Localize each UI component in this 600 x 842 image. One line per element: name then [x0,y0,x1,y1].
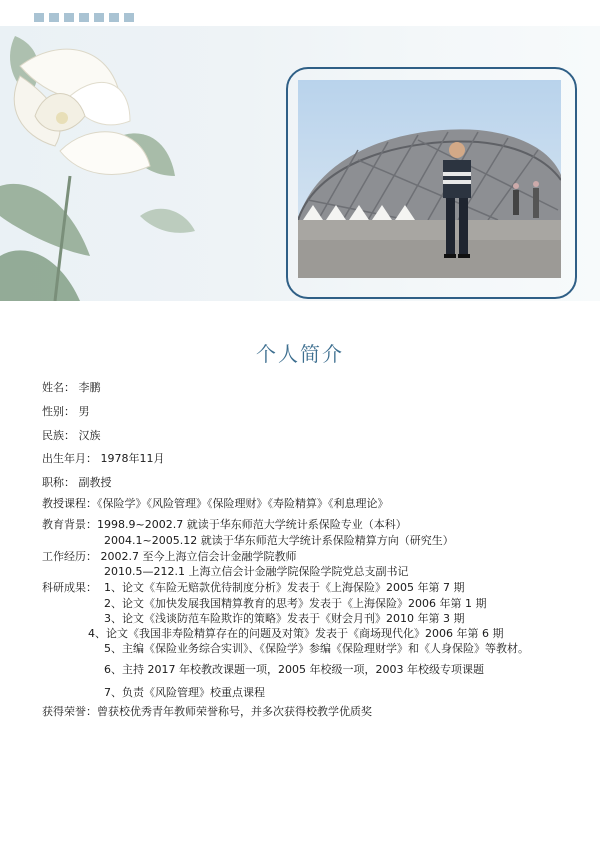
field-gender: 性别： 男 [42,405,90,418]
research-item-3: 3、论文《浅谈防范车险欺诈的策略》发表于《财会月刊》2010 年第 3 期 [104,612,465,625]
research-item-7: 7、负责《风险管理》校重点课程 [104,686,265,699]
portrait-photo [298,80,561,278]
field-name: 姓名： 李鹏 [42,381,101,394]
research-item-2: 2、论文《加快发展我国精算教育的思考》发表于《上海保险》2006 年第 1 期 [104,597,487,610]
research-label: 科研成果： [42,581,97,594]
work-line-1: 工作经历： 2002.7 至今上海立信会计金融学院教师 [42,550,297,563]
research-item-4: 4、论文《我国非寿险精算存在的问题及对策》发表于《商场现代化》2006 年第 6 期 [88,627,504,640]
work-line-2: 2010.5—212.1 上海立信会计金融学院保险学院党总支副书记 [104,565,409,578]
header-decoration-squares [34,13,134,22]
field-ethnicity: 民族： 汉族 [42,429,101,442]
research-item-1: 1、论文《车险无赔款优待制度分析》发表于《上海保险》2005 年第 7 期 [104,581,465,594]
field-courses: 教授课程：《保险学》《风险管理》《保险理财》《寿险精算》《利息理论》 [42,497,389,510]
field-birth: 出生年月： 1978年11月 [42,452,165,465]
research-item-6: 6、主持 2017 年校教改课题一项，2005 年校级一项，2003 年校级专项课题 [104,663,484,676]
education-line-2: 2004.1~2005.12 就读于华东师范大学统计系保险精算方向（研究生） [104,534,454,547]
education-line-1: 教育背景：1998.9~2002.7 就读于华东师范大学统计系保险专业（本科） [42,518,407,531]
field-rank: 职称： 副教授 [42,476,112,489]
research-item-5: 5、主编《保险业务综合实训》、《保险学》参编《保险理财学》和《人身保险》等教材。 [104,642,529,655]
page-title: 个人简介 [256,342,344,366]
field-honors: 获得荣誉：曾获校优秀青年教师荣誉称号，并多次获得校教学优质奖 [42,705,372,718]
